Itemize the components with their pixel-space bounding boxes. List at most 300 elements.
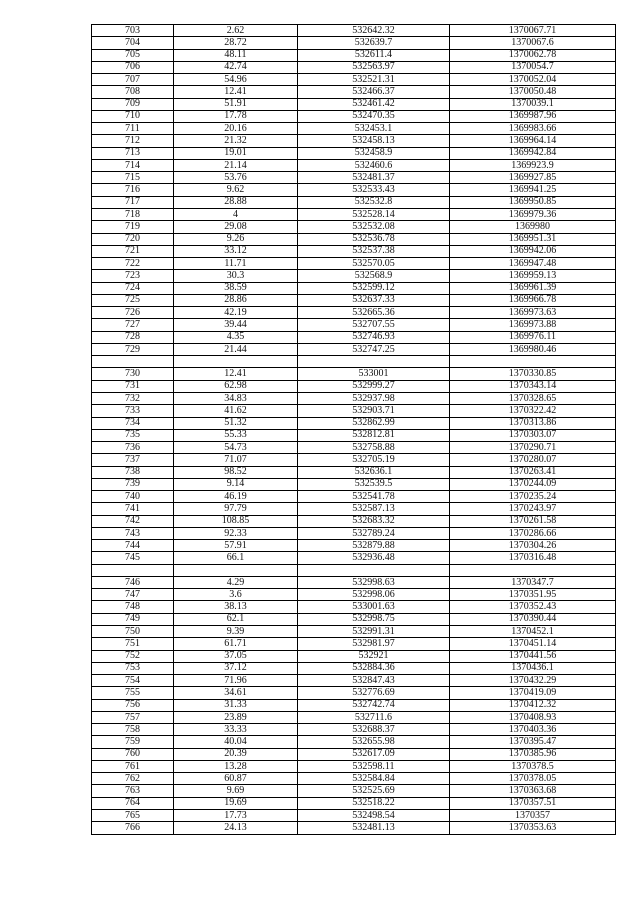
- x-coordinate-cell: 532458.13: [298, 135, 450, 147]
- table-row: [92, 491, 616, 503]
- y-coordinate-cell: 1369959.13: [450, 270, 616, 282]
- table-row: [92, 123, 616, 135]
- y-coordinate-cell: 1370316.48: [450, 552, 616, 564]
- coordinate-table: [91, 24, 616, 835]
- point-number-cell: 723: [92, 270, 174, 282]
- y-coordinate-cell: 1369951.31: [450, 233, 616, 245]
- table-row: [92, 724, 616, 736]
- y-coordinate-cell: 1370347.7: [450, 576, 616, 588]
- y-coordinate-cell: 1370304.26: [450, 540, 616, 552]
- point-number-cell: 759: [92, 736, 174, 748]
- y-coordinate-cell: 1370330.85: [450, 368, 616, 380]
- y-coordinate-cell: 1370353.63: [450, 822, 616, 834]
- distance-cell: 42.19: [174, 307, 298, 319]
- x-coordinate-cell: 532936.48: [298, 552, 450, 564]
- table-row: [92, 307, 616, 319]
- distance-cell: 34.83: [174, 392, 298, 404]
- table-row: [92, 699, 616, 711]
- y-coordinate-cell: 1369942.84: [450, 147, 616, 159]
- distance-cell: 97.79: [174, 503, 298, 515]
- y-coordinate-cell: 1370054.7: [450, 61, 616, 73]
- point-number-cell: 711: [92, 123, 174, 135]
- table-row: [92, 760, 616, 772]
- y-coordinate-cell: 1370244.09: [450, 478, 616, 490]
- point-number-cell: 744: [92, 540, 174, 552]
- y-coordinate-cell: 1369961.39: [450, 282, 616, 294]
- x-coordinate-cell: 532539.5: [298, 478, 450, 490]
- x-coordinate-cell: 532776.69: [298, 687, 450, 699]
- x-coordinate-cell: 532453.1: [298, 123, 450, 135]
- distance-cell: 9.62: [174, 184, 298, 196]
- y-coordinate-cell: 1369950.85: [450, 196, 616, 208]
- y-coordinate-cell: 1370408.93: [450, 711, 616, 723]
- y-coordinate-cell: 1370363.68: [450, 785, 616, 797]
- table-row: [92, 110, 616, 122]
- table-row: [92, 564, 616, 576]
- point-number-cell: 749: [92, 613, 174, 625]
- coordinate-table-body: [92, 25, 616, 835]
- point-number-cell: 732: [92, 392, 174, 404]
- distance-cell: 37.12: [174, 662, 298, 674]
- table-row: [92, 98, 616, 110]
- point-number-cell: 763: [92, 785, 174, 797]
- distance-cell: 53.76: [174, 172, 298, 184]
- table-row: [92, 748, 616, 760]
- point-number-cell: 752: [92, 650, 174, 662]
- point-number-cell: 736: [92, 442, 174, 454]
- y-coordinate-cell: 1370452.1: [450, 626, 616, 638]
- distance-cell: 9.39: [174, 626, 298, 638]
- x-coordinate-cell: 532528.14: [298, 208, 450, 220]
- y-coordinate-cell: 1370052.04: [450, 74, 616, 86]
- table-row: [92, 233, 616, 245]
- point-number-cell: 705: [92, 49, 174, 61]
- y-coordinate-cell: 1369927.85: [450, 172, 616, 184]
- table-row: [92, 49, 616, 61]
- table-row: [92, 466, 616, 478]
- point-number-cell: [92, 564, 174, 576]
- y-coordinate-cell: 1370343.14: [450, 380, 616, 392]
- x-coordinate-cell: 532812.81: [298, 429, 450, 441]
- distance-cell: 11.71: [174, 258, 298, 270]
- point-number-cell: 704: [92, 37, 174, 49]
- table-row: [92, 613, 616, 625]
- y-coordinate-cell: 1370357.51: [450, 797, 616, 809]
- point-number-cell: 745: [92, 552, 174, 564]
- y-coordinate-cell: 1370436.1: [450, 662, 616, 674]
- distance-cell: 4: [174, 208, 298, 220]
- x-coordinate-cell: 532921: [298, 650, 450, 662]
- point-number-cell: 746: [92, 576, 174, 588]
- distance-cell: 66.1: [174, 552, 298, 564]
- distance-cell: 17.78: [174, 110, 298, 122]
- table-row: [92, 405, 616, 417]
- distance-cell: 51.32: [174, 417, 298, 429]
- table-row: [92, 527, 616, 539]
- x-coordinate-cell: 532688.37: [298, 724, 450, 736]
- table-row: [92, 380, 616, 392]
- y-coordinate-cell: 1369966.78: [450, 294, 616, 306]
- x-coordinate-cell: 532470.35: [298, 110, 450, 122]
- x-coordinate-cell: 532991.31: [298, 626, 450, 638]
- table-row: [92, 392, 616, 404]
- point-number-cell: 750: [92, 626, 174, 638]
- distance-cell: 54.73: [174, 442, 298, 454]
- point-number-cell: 725: [92, 294, 174, 306]
- x-coordinate-cell: 532705.19: [298, 454, 450, 466]
- y-coordinate-cell: [450, 356, 616, 368]
- x-coordinate-cell: 532665.36: [298, 307, 450, 319]
- table-row: [92, 343, 616, 355]
- x-coordinate-cell: 532599.12: [298, 282, 450, 294]
- table-row: [92, 159, 616, 171]
- table-row: [92, 86, 616, 98]
- y-coordinate-cell: 1370290.71: [450, 442, 616, 454]
- point-number-cell: 748: [92, 601, 174, 613]
- point-number-cell: 707: [92, 74, 174, 86]
- y-coordinate-cell: 1370357: [450, 810, 616, 822]
- x-coordinate-cell: 532532.08: [298, 221, 450, 233]
- table-row: [92, 429, 616, 441]
- point-number-cell: 708: [92, 86, 174, 98]
- x-coordinate-cell: 532998.75: [298, 613, 450, 625]
- point-number-cell: 739: [92, 478, 174, 490]
- table-row: [92, 626, 616, 638]
- x-coordinate-cell: 532458.9: [298, 147, 450, 159]
- table-row: [92, 589, 616, 601]
- y-coordinate-cell: 1370263.41: [450, 466, 616, 478]
- x-coordinate-cell: 532746.93: [298, 331, 450, 343]
- table-row: [92, 576, 616, 588]
- x-coordinate-cell: 532498.54: [298, 810, 450, 822]
- table-row: [92, 61, 616, 73]
- x-coordinate-cell: 532758.88: [298, 442, 450, 454]
- y-coordinate-cell: 1369983.66: [450, 123, 616, 135]
- x-coordinate-cell: 532711.6: [298, 711, 450, 723]
- point-number-cell: 709: [92, 98, 174, 110]
- x-coordinate-cell: 532536.78: [298, 233, 450, 245]
- x-coordinate-cell: 532639.7: [298, 37, 450, 49]
- y-coordinate-cell: 1370385.96: [450, 748, 616, 760]
- point-number-cell: 712: [92, 135, 174, 147]
- distance-cell: 48.11: [174, 49, 298, 61]
- x-coordinate-cell: 532584.84: [298, 773, 450, 785]
- point-number-cell: 718: [92, 208, 174, 220]
- point-number-cell: 728: [92, 331, 174, 343]
- point-number-cell: 764: [92, 797, 174, 809]
- y-coordinate-cell: 1370235.24: [450, 491, 616, 503]
- x-coordinate-cell: [298, 564, 450, 576]
- y-coordinate-cell: 1370351.95: [450, 589, 616, 601]
- x-coordinate-cell: 532611.4: [298, 49, 450, 61]
- distance-cell: 92.33: [174, 527, 298, 539]
- y-coordinate-cell: 1369947.48: [450, 258, 616, 270]
- x-coordinate-cell: 532460.6: [298, 159, 450, 171]
- distance-cell: 20.16: [174, 123, 298, 135]
- point-number-cell: 715: [92, 172, 174, 184]
- table-row: [92, 172, 616, 184]
- table-row: [92, 503, 616, 515]
- table-row: [92, 650, 616, 662]
- distance-cell: 17.73: [174, 810, 298, 822]
- x-coordinate-cell: 532998.06: [298, 589, 450, 601]
- point-number-cell: 706: [92, 61, 174, 73]
- distance-cell: 57.91: [174, 540, 298, 552]
- distance-cell: 23.89: [174, 711, 298, 723]
- y-coordinate-cell: 1370243.97: [450, 503, 616, 515]
- x-coordinate-cell: 532570.05: [298, 258, 450, 270]
- distance-cell: 98.52: [174, 466, 298, 478]
- y-coordinate-cell: 1369941.25: [450, 184, 616, 196]
- x-coordinate-cell: 532481.37: [298, 172, 450, 184]
- point-number-cell: 765: [92, 810, 174, 822]
- table-row: [92, 822, 616, 834]
- x-coordinate-cell: 532481.13: [298, 822, 450, 834]
- table-row: [92, 785, 616, 797]
- x-coordinate-cell: 532884.36: [298, 662, 450, 674]
- point-number-cell: 742: [92, 515, 174, 527]
- point-number-cell: 726: [92, 307, 174, 319]
- table-row: [92, 74, 616, 86]
- table-row: [92, 25, 616, 37]
- distance-cell: 19.01: [174, 147, 298, 159]
- x-coordinate-cell: 532637.33: [298, 294, 450, 306]
- distance-cell: 24.13: [174, 822, 298, 834]
- point-number-cell: 721: [92, 245, 174, 257]
- point-number-cell: 719: [92, 221, 174, 233]
- x-coordinate-cell: 532568.9: [298, 270, 450, 282]
- point-number-cell: 713: [92, 147, 174, 159]
- x-coordinate-cell: 532683.32: [298, 515, 450, 527]
- point-number-cell: 731: [92, 380, 174, 392]
- distance-cell: 29.08: [174, 221, 298, 233]
- y-coordinate-cell: 1370322.42: [450, 405, 616, 417]
- distance-cell: 108.85: [174, 515, 298, 527]
- distance-cell: 28.88: [174, 196, 298, 208]
- distance-cell: 60.87: [174, 773, 298, 785]
- distance-cell: 4.29: [174, 576, 298, 588]
- point-number-cell: 762: [92, 773, 174, 785]
- x-coordinate-cell: 532587.13: [298, 503, 450, 515]
- x-coordinate-cell: 532461.42: [298, 98, 450, 110]
- x-coordinate-cell: 532541.78: [298, 491, 450, 503]
- y-coordinate-cell: 1370419.09: [450, 687, 616, 699]
- distance-cell: 4.35: [174, 331, 298, 343]
- x-coordinate-cell: 532598.11: [298, 760, 450, 772]
- x-coordinate-cell: 532707.55: [298, 319, 450, 331]
- table-row: [92, 687, 616, 699]
- distance-cell: 61.71: [174, 638, 298, 650]
- distance-cell: 62.1: [174, 613, 298, 625]
- y-coordinate-cell: 1370328.65: [450, 392, 616, 404]
- table-row: [92, 454, 616, 466]
- x-coordinate-cell: 532847.43: [298, 675, 450, 687]
- table-row: [92, 294, 616, 306]
- y-coordinate-cell: 1370261.58: [450, 515, 616, 527]
- distance-cell: 42.74: [174, 61, 298, 73]
- table-row: [92, 773, 616, 785]
- y-coordinate-cell: 1370067.71: [450, 25, 616, 37]
- distance-cell: 71.96: [174, 675, 298, 687]
- point-number-cell: 703: [92, 25, 174, 37]
- table-row: [92, 515, 616, 527]
- x-coordinate-cell: 532537.38: [298, 245, 450, 257]
- distance-cell: 51.91: [174, 98, 298, 110]
- point-number-cell: 760: [92, 748, 174, 760]
- distance-cell: 62.98: [174, 380, 298, 392]
- table-row: [92, 147, 616, 159]
- x-coordinate-cell: 532747.25: [298, 343, 450, 355]
- distance-cell: 71.07: [174, 454, 298, 466]
- y-coordinate-cell: 1369942.06: [450, 245, 616, 257]
- y-coordinate-cell: 1370378.05: [450, 773, 616, 785]
- y-coordinate-cell: 1370313.86: [450, 417, 616, 429]
- y-coordinate-cell: 1369964.14: [450, 135, 616, 147]
- x-coordinate-cell: 532655.98: [298, 736, 450, 748]
- point-number-cell: 751: [92, 638, 174, 650]
- y-coordinate-cell: 1370352.43: [450, 601, 616, 613]
- y-coordinate-cell: 1370441.56: [450, 650, 616, 662]
- point-number-cell: 722: [92, 258, 174, 270]
- x-coordinate-cell: 532937.98: [298, 392, 450, 404]
- point-number-cell: 730: [92, 368, 174, 380]
- y-coordinate-cell: 1370286.66: [450, 527, 616, 539]
- point-number-cell: 737: [92, 454, 174, 466]
- table-row: [92, 319, 616, 331]
- table-row: [92, 711, 616, 723]
- point-number-cell: 761: [92, 760, 174, 772]
- x-coordinate-cell: 532466.37: [298, 86, 450, 98]
- table-row: [92, 282, 616, 294]
- distance-cell: 34.61: [174, 687, 298, 699]
- distance-cell: 21.44: [174, 343, 298, 355]
- table-row: [92, 540, 616, 552]
- point-number-cell: 714: [92, 159, 174, 171]
- y-coordinate-cell: 1369980.46: [450, 343, 616, 355]
- y-coordinate-cell: 1369979.36: [450, 208, 616, 220]
- y-coordinate-cell: 1370062.78: [450, 49, 616, 61]
- distance-cell: 33.33: [174, 724, 298, 736]
- x-coordinate-cell: 532981.97: [298, 638, 450, 650]
- distance-cell: 12.41: [174, 368, 298, 380]
- x-coordinate-cell: 532862.99: [298, 417, 450, 429]
- table-row: [92, 442, 616, 454]
- distance-cell: 28.86: [174, 294, 298, 306]
- x-coordinate-cell: 532521.31: [298, 74, 450, 86]
- table-row: [92, 245, 616, 257]
- point-number-cell: 753: [92, 662, 174, 674]
- point-number-cell: 729: [92, 343, 174, 355]
- x-coordinate-cell: 532642.32: [298, 25, 450, 37]
- distance-cell: 37.05: [174, 650, 298, 662]
- table-row: [92, 736, 616, 748]
- y-coordinate-cell: 1369923.9: [450, 159, 616, 171]
- x-coordinate-cell: 532532.8: [298, 196, 450, 208]
- table-row: [92, 662, 616, 674]
- table-row: [92, 37, 616, 49]
- distance-cell: 38.59: [174, 282, 298, 294]
- distance-cell: 9.69: [174, 785, 298, 797]
- y-coordinate-cell: 1370390.44: [450, 613, 616, 625]
- distance-cell: 38.13: [174, 601, 298, 613]
- x-coordinate-cell: 532903.71: [298, 405, 450, 417]
- point-number-cell: 754: [92, 675, 174, 687]
- distance-cell: [174, 356, 298, 368]
- table-row: [92, 797, 616, 809]
- table-row: [92, 810, 616, 822]
- distance-cell: 13.28: [174, 760, 298, 772]
- distance-cell: 46.19: [174, 491, 298, 503]
- point-number-cell: 741: [92, 503, 174, 515]
- point-number-cell: 740: [92, 491, 174, 503]
- table-row: [92, 601, 616, 613]
- table-row: [92, 184, 616, 196]
- point-number-cell: 743: [92, 527, 174, 539]
- point-number-cell: [92, 356, 174, 368]
- distance-cell: 3.6: [174, 589, 298, 601]
- point-number-cell: 717: [92, 196, 174, 208]
- distance-cell: 40.04: [174, 736, 298, 748]
- distance-cell: 39.44: [174, 319, 298, 331]
- distance-cell: 28.72: [174, 37, 298, 49]
- x-coordinate-cell: 532525.69: [298, 785, 450, 797]
- x-coordinate-cell: 532789.24: [298, 527, 450, 539]
- distance-cell: 20.39: [174, 748, 298, 760]
- y-coordinate-cell: 1369987.96: [450, 110, 616, 122]
- x-coordinate-cell: 532742.74: [298, 699, 450, 711]
- x-coordinate-cell: 532998.63: [298, 576, 450, 588]
- x-coordinate-cell: 533001: [298, 368, 450, 380]
- point-number-cell: 734: [92, 417, 174, 429]
- point-number-cell: 727: [92, 319, 174, 331]
- y-coordinate-cell: 1369980: [450, 221, 616, 233]
- table-row: [92, 208, 616, 220]
- table-row: [92, 368, 616, 380]
- x-coordinate-cell: 532999.27: [298, 380, 450, 392]
- table-row: [92, 675, 616, 687]
- distance-cell: 33.12: [174, 245, 298, 257]
- distance-cell: 54.96: [174, 74, 298, 86]
- x-coordinate-cell: 533001.63: [298, 601, 450, 613]
- y-coordinate-cell: 1369976.11: [450, 331, 616, 343]
- distance-cell: 21.32: [174, 135, 298, 147]
- point-number-cell: 738: [92, 466, 174, 478]
- y-coordinate-cell: 1370403.36: [450, 724, 616, 736]
- point-number-cell: 755: [92, 687, 174, 699]
- distance-cell: 2.62: [174, 25, 298, 37]
- table-row: [92, 331, 616, 343]
- y-coordinate-cell: 1370303.07: [450, 429, 616, 441]
- y-coordinate-cell: 1370067.6: [450, 37, 616, 49]
- distance-cell: 55.33: [174, 429, 298, 441]
- point-number-cell: 724: [92, 282, 174, 294]
- table-row: [92, 221, 616, 233]
- table-row: [92, 417, 616, 429]
- x-coordinate-cell: [298, 356, 450, 368]
- distance-cell: 31.33: [174, 699, 298, 711]
- x-coordinate-cell: 532617.09: [298, 748, 450, 760]
- y-coordinate-cell: 1370039.1: [450, 98, 616, 110]
- x-coordinate-cell: 532879.88: [298, 540, 450, 552]
- point-number-cell: 766: [92, 822, 174, 834]
- distance-cell: 9.14: [174, 478, 298, 490]
- point-number-cell: 716: [92, 184, 174, 196]
- table-row: [92, 270, 616, 282]
- y-coordinate-cell: 1369973.88: [450, 319, 616, 331]
- table-row: [92, 356, 616, 368]
- point-number-cell: 758: [92, 724, 174, 736]
- distance-cell: 21.14: [174, 159, 298, 171]
